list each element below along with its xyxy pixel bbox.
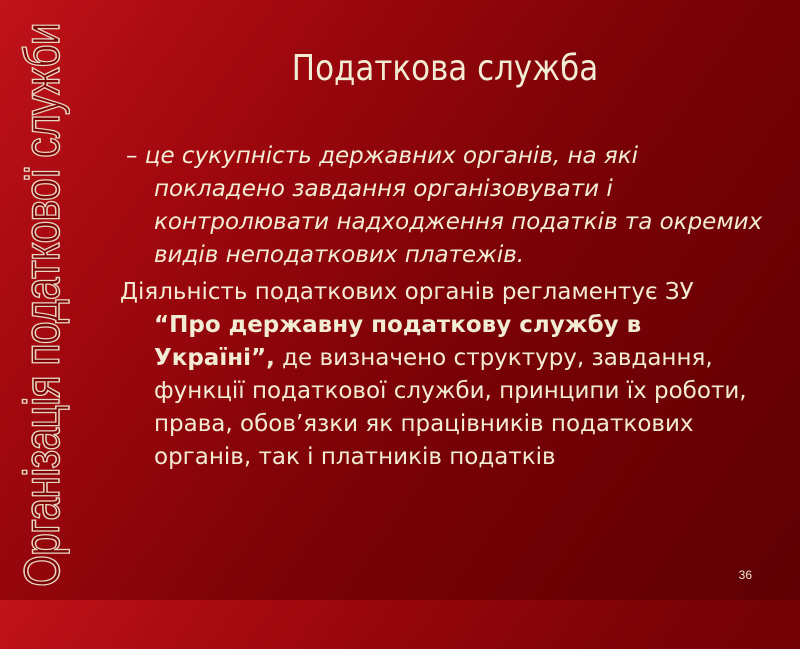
regulation-lead-text: Діяльність податкових органів регламентує ЗУ xyxy=(120,279,694,305)
law-title-text: “Про державну податкову службу в Україні”, xyxy=(154,312,642,371)
slide-title: Податкова служба xyxy=(291,48,599,89)
regulation-rest-text: де визначено структуру, завдання, функції податкової служби, принципи їх роботи, права, обов’язки як працівників податкових органів, так і платників податків xyxy=(154,345,747,470)
regulation-paragraph xyxy=(120,276,765,474)
slide-body xyxy=(120,140,765,474)
vertical-section-title: Організація податкової служби xyxy=(14,23,70,587)
page-number: 36 xyxy=(738,568,752,582)
definition-paragraph: – це сукупність державних органів, на які покладено завдання організовувати і контролювати надходження податків та окремих видів неподаткових платежів. xyxy=(126,143,763,268)
